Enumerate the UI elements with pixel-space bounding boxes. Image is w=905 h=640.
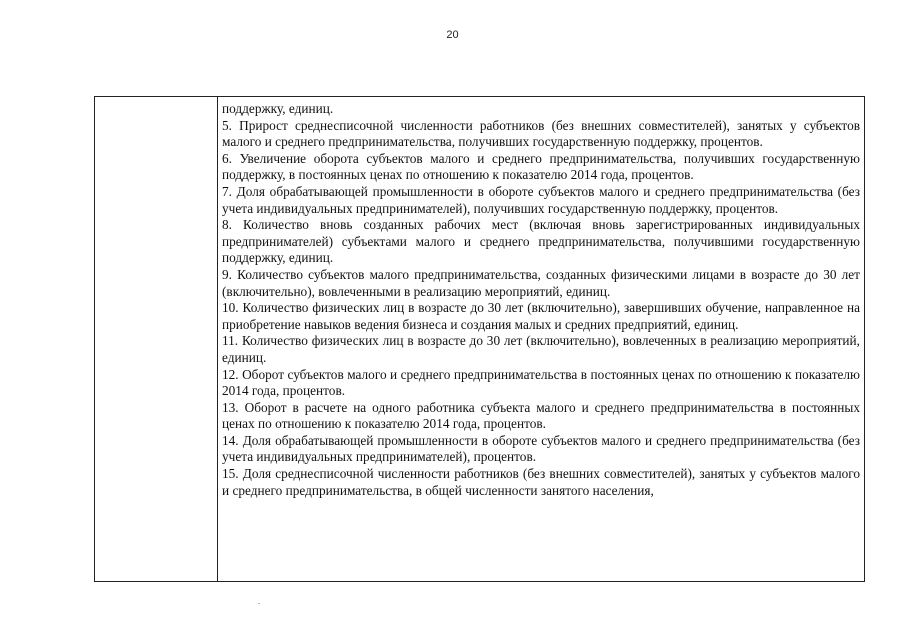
scan-artifact bbox=[258, 603, 260, 604]
indicators-table bbox=[94, 96, 865, 582]
indicator-item: 14. Доля обрабатывающей промышленности в обороте субъектов малого и среднего предпринимательства (без учета индивидуальных предпринимателей), процентов. bbox=[222, 432, 860, 465]
indicator-item: 8. Количество вновь созданных рабочих мест (включая вновь зарегистрированных индивидуальных предпринимателей) субъектами малого и среднего предпринимательства, получившими государственную поддержку, единиц. bbox=[222, 217, 860, 266]
indicator-item: 12. Оборот субъектов малого и среднего предпринимательства в постоянных ценах по отношению к показателю 2014 года, процентов. bbox=[222, 366, 860, 399]
indicator-item: 9. Количество субъектов малого предпринимательства, созданных физическими лицами в возрасте до 30 лет (включительно), вовлеченными в реализацию мероприятий, единиц. bbox=[222, 266, 860, 299]
indicator-item: 7. Доля обрабатывающей промышленности в обороте субъектов малого и среднего предпринимательства (без учета индивидуальных предпринимателей), получивших государственную поддержку, процентов. bbox=[222, 183, 860, 216]
indicator-item: 13. Оборот в расчете на одного работника субъекта малого и среднего предпринимательства в постоянных ценах по отношению к показателю 2014 года, процентов. bbox=[222, 399, 860, 432]
indicator-item: 10. Количество физических лиц в возрасте до 30 лет (включительно), завершивших обучение, направленное на приобретение навыков ведения бизнеса и создания малых и средних предприятий, единиц. bbox=[222, 300, 860, 332]
indicator-item: 11. Количество физических лиц в возрасте до 30 лет (включительно), вовлеченных в реализацию мероприятий, единиц. bbox=[222, 333, 860, 365]
table-left-cell bbox=[95, 97, 218, 581]
indicator-item: 15. Доля среднесписочной численности работников (без внешних совместителей), занятых у субъектов малого и среднего предпринимательства, в общей численности занятого населения, bbox=[222, 466, 860, 498]
table-right-cell bbox=[218, 97, 864, 581]
page-number: 20 bbox=[446, 29, 459, 41]
indicator-item: 5. Прирост среднесписочной численности работников (без внешних совместителей), занятых у субъектов малого и среднего предпринимательства, получивших государственную поддержку, процентов. bbox=[222, 117, 860, 150]
indicator-item: поддержку, единиц. bbox=[222, 101, 334, 116]
indicator-item: 6. Увеличение оборота субъектов малого и среднего предпринимательства, получивших государственную поддержку, в постоянных ценах по отношению к показателю 2014 года, процентов. bbox=[222, 150, 860, 183]
